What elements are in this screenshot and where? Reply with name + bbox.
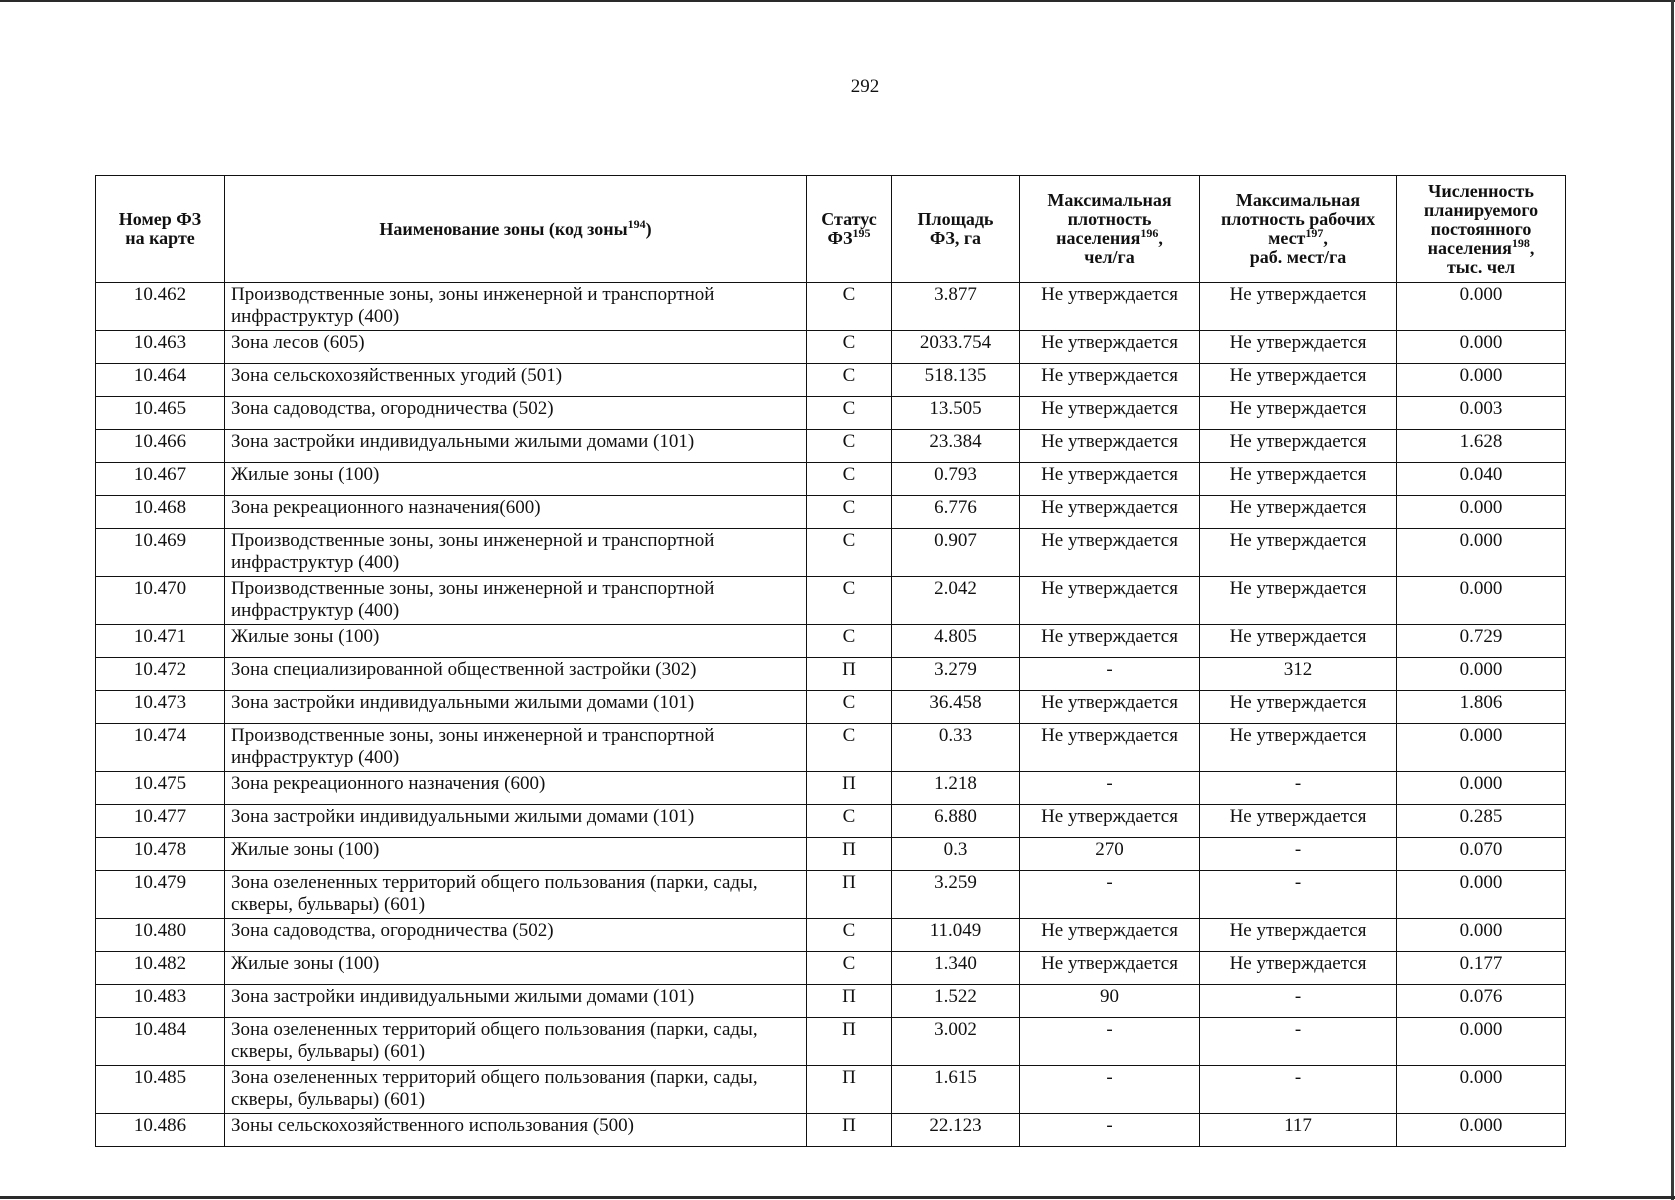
cell-zone-number: 10.478 (96, 838, 225, 871)
table-row (96, 658, 1566, 691)
cell-status: С (807, 724, 892, 772)
cell-population-density: Не утверждается (1020, 283, 1200, 331)
header-zone-name: Наименование зоны (код зоны$^{194}$) (225, 176, 807, 283)
cell-population-density: Не утверждается (1020, 805, 1200, 838)
cell-zone-number: 10.480 (96, 919, 225, 952)
cell-jobs-density: Не утверждается (1200, 805, 1397, 838)
page-number: 292 (850, 76, 880, 97)
cell-area: 0.33 (892, 724, 1020, 772)
cell-zone-number: 10.467 (96, 463, 225, 496)
cell-planned-population: 1.806 (1397, 691, 1566, 724)
cell-status: С (807, 496, 892, 529)
cell-planned-population: 0.000 (1397, 331, 1566, 364)
cell-zone-name: Жилые зоны (100) (225, 838, 807, 871)
cell-planned-population: 0.000 (1397, 1066, 1566, 1114)
cell-population-density: Не утверждается (1020, 691, 1200, 724)
cell-zone-number: 10.482 (96, 952, 225, 985)
cell-area: 0.793 (892, 463, 1020, 496)
table-row (96, 805, 1566, 838)
cell-zone-name: Жилые зоны (100) (225, 463, 807, 496)
cell-area: 13.505 (892, 397, 1020, 430)
cell-zone-name: Зона застройки индивидуальными жилыми домами (101) (225, 985, 807, 1018)
cell-population-density: - (1020, 1018, 1200, 1066)
cell-status: С (807, 691, 892, 724)
cell-population-density: Не утверждается (1020, 625, 1200, 658)
cell-planned-population: 1.628 (1397, 430, 1566, 463)
cell-area: 36.458 (892, 691, 1020, 724)
cell-population-density: Не утверждается (1020, 529, 1200, 577)
cell-status: П (807, 838, 892, 871)
cell-zone-number: 10.479 (96, 871, 225, 919)
cell-jobs-density: Не утверждается (1200, 919, 1397, 952)
cell-population-density: Не утверждается (1020, 331, 1200, 364)
table-row (96, 397, 1566, 430)
cell-jobs-density: - (1200, 1018, 1397, 1066)
table-row (96, 463, 1566, 496)
cell-jobs-density: 312 (1200, 658, 1397, 691)
cell-population-density: Не утверждается (1020, 919, 1200, 952)
cell-zone-name: Зона лесов (605) (225, 331, 807, 364)
cell-zone-number: 10.485 (96, 1066, 225, 1114)
cell-population-density: - (1020, 1114, 1200, 1147)
cell-status: П (807, 772, 892, 805)
cell-status: П (807, 1018, 892, 1066)
cell-population-density: - (1020, 658, 1200, 691)
cell-jobs-density: Не утверждается (1200, 283, 1397, 331)
table-row (96, 331, 1566, 364)
cell-zone-number: 10.473 (96, 691, 225, 724)
cell-jobs-density: Не утверждается (1200, 577, 1397, 625)
cell-area: 0.3 (892, 838, 1020, 871)
cell-zone-number: 10.474 (96, 724, 225, 772)
cell-jobs-density: Не утверждается (1200, 691, 1397, 724)
header-population-density: Максимальная плотность населения$^{196}$, чел/га (1020, 176, 1200, 283)
cell-population-density: 90 (1020, 985, 1200, 1018)
cell-zone-number: 10.469 (96, 529, 225, 577)
cell-zone-number: 10.466 (96, 430, 225, 463)
table-row (96, 952, 1566, 985)
table-row (96, 691, 1566, 724)
cell-area: 1.522 (892, 985, 1020, 1018)
cell-status: С (807, 952, 892, 985)
cell-status: С (807, 397, 892, 430)
cell-status: П (807, 658, 892, 691)
cell-zone-name: Зона рекреационного назначения (600) (225, 772, 807, 805)
table-row (96, 625, 1566, 658)
cell-zone-name: Зоны сельскохозяйственного использования (500) (225, 1114, 807, 1147)
scan-edge-top (0, 0, 1675, 2)
cell-population-density: - (1020, 1066, 1200, 1114)
cell-area: 3.877 (892, 283, 1020, 331)
cell-jobs-density: Не утверждается (1200, 364, 1397, 397)
cell-planned-population: 0.000 (1397, 724, 1566, 772)
cell-zone-number: 10.472 (96, 658, 225, 691)
cell-jobs-density: - (1200, 1066, 1397, 1114)
cell-area: 3.279 (892, 658, 1020, 691)
cell-zone-number: 10.475 (96, 772, 225, 805)
table-row (96, 1018, 1566, 1066)
cell-zone-number: 10.477 (96, 805, 225, 838)
cell-jobs-density: - (1200, 772, 1397, 805)
cell-jobs-density: Не утверждается (1200, 397, 1397, 430)
cell-area: 2033.754 (892, 331, 1020, 364)
cell-status: С (807, 331, 892, 364)
cell-zone-number: 10.471 (96, 625, 225, 658)
table-row (96, 577, 1566, 625)
cell-planned-population: 0.000 (1397, 772, 1566, 805)
cell-status: П (807, 1114, 892, 1147)
cell-population-density: - (1020, 871, 1200, 919)
cell-population-density: Не утверждается (1020, 397, 1200, 430)
cell-planned-population: 0.040 (1397, 463, 1566, 496)
cell-planned-population: 0.000 (1397, 577, 1566, 625)
cell-jobs-density: - (1200, 985, 1397, 1018)
cell-zone-name: Зона сельскохозяйственных угодий (501) (225, 364, 807, 397)
cell-jobs-density: Не утверждается (1200, 496, 1397, 529)
cell-population-density: 270 (1020, 838, 1200, 871)
table-row (96, 838, 1566, 871)
scan-edge-right (1671, 0, 1674, 1200)
header-planned-population: Численность планируемого постоянного населения$^{198}$, тыс. чел (1397, 176, 1566, 283)
cell-zone-name: Зона озелененных территорий общего пользования (парки, сады, скверы, бульвары) (601) (225, 1018, 807, 1066)
cell-area: 1.218 (892, 772, 1020, 805)
cell-planned-population: 0.076 (1397, 985, 1566, 1018)
cell-zone-name: Зона застройки индивидуальными жилыми домами (101) (225, 430, 807, 463)
cell-planned-population: 0.000 (1397, 919, 1566, 952)
cell-area: 3.002 (892, 1018, 1020, 1066)
cell-jobs-density: Не утверждается (1200, 430, 1397, 463)
cell-zone-name: Жилые зоны (100) (225, 952, 807, 985)
cell-area: 6.776 (892, 496, 1020, 529)
cell-status: С (807, 430, 892, 463)
cell-area: 22.123 (892, 1114, 1020, 1147)
cell-status: П (807, 985, 892, 1018)
cell-status: С (807, 529, 892, 577)
table-row (96, 772, 1566, 805)
cell-zone-name: Производственные зоны, зоны инженерной и транспортной инфраструктур (400) (225, 283, 807, 331)
cell-jobs-density: - (1200, 871, 1397, 919)
cell-status: С (807, 283, 892, 331)
cell-status: С (807, 625, 892, 658)
cell-status: С (807, 364, 892, 397)
table-row (96, 724, 1566, 772)
cell-zone-number: 10.483 (96, 985, 225, 1018)
cell-zone-name: Зона застройки индивидуальными жилыми домами (101) (225, 691, 807, 724)
table-row (96, 919, 1566, 952)
cell-area: 3.259 (892, 871, 1020, 919)
cell-jobs-density: - (1200, 838, 1397, 871)
cell-planned-population: 0.000 (1397, 871, 1566, 919)
cell-planned-population: 0.000 (1397, 1018, 1566, 1066)
cell-zone-name: Производственные зоны, зоны инженерной и транспортной инфраструктур (400) (225, 529, 807, 577)
cell-jobs-density: Не утверждается (1200, 529, 1397, 577)
table-body (96, 283, 1566, 1147)
table-row (96, 430, 1566, 463)
cell-population-density: Не утверждается (1020, 724, 1200, 772)
cell-planned-population: 0.729 (1397, 625, 1566, 658)
cell-area: 6.880 (892, 805, 1020, 838)
cell-area: 518.135 (892, 364, 1020, 397)
cell-status: С (807, 463, 892, 496)
cell-zone-number: 10.468 (96, 496, 225, 529)
cell-zone-name: Зона рекреационного назначения(600) (225, 496, 807, 529)
cell-population-density: Не утверждается (1020, 364, 1200, 397)
cell-area: 1.615 (892, 1066, 1020, 1114)
cell-planned-population: 0.000 (1397, 364, 1566, 397)
cell-jobs-density: 117 (1200, 1114, 1397, 1147)
cell-planned-population: 0.000 (1397, 283, 1566, 331)
table-row (96, 1066, 1566, 1114)
cell-planned-population: 0.177 (1397, 952, 1566, 985)
header-zone-number: Номер ФЗ на карте (96, 176, 225, 283)
cell-zone-name: Зона садоводства, огородничества (502) (225, 397, 807, 430)
cell-planned-population: 0.003 (1397, 397, 1566, 430)
cell-zone-number: 10.465 (96, 397, 225, 430)
cell-jobs-density: Не утверждается (1200, 724, 1397, 772)
table-row (96, 283, 1566, 331)
cell-zone-name: Жилые зоны (100) (225, 625, 807, 658)
cell-zone-name: Зона садоводства, огородничества (502) (225, 919, 807, 952)
cell-population-density: Не утверждается (1020, 430, 1200, 463)
cell-jobs-density: Не утверждается (1200, 463, 1397, 496)
scan-edge-bottom (0, 1196, 1675, 1199)
cell-status: П (807, 871, 892, 919)
cell-zone-name: Зона озелененных территорий общего пользования (парки, сады, скверы, бульвары) (601) (225, 1066, 807, 1114)
table-row (96, 1114, 1566, 1147)
cell-population-density: Не утверждается (1020, 496, 1200, 529)
cell-zone-name: Зона озелененных территорий общего пользования (парки, сады, скверы, бульвары) (601) (225, 871, 807, 919)
cell-jobs-density: Не утверждается (1200, 331, 1397, 364)
cell-status: С (807, 577, 892, 625)
cell-jobs-density: Не утверждается (1200, 625, 1397, 658)
table-row (96, 985, 1566, 1018)
cell-zone-number: 10.462 (96, 283, 225, 331)
header-status: Статус ФЗ$^{195}$ (807, 176, 892, 283)
cell-status: С (807, 919, 892, 952)
header-jobs-density: Максимальная плотность рабочих мест$^{197}$, раб. мест/га (1200, 176, 1397, 283)
cell-zone-number: 10.486 (96, 1114, 225, 1147)
cell-planned-population: 0.070 (1397, 838, 1566, 871)
cell-population-density: Не утверждается (1020, 463, 1200, 496)
cell-planned-population: 0.000 (1397, 1114, 1566, 1147)
table-row (96, 364, 1566, 397)
cell-planned-population: 0.000 (1397, 658, 1566, 691)
cell-area: 4.805 (892, 625, 1020, 658)
cell-status: П (807, 1066, 892, 1114)
cell-population-density: - (1020, 772, 1200, 805)
cell-zone-name: Зона застройки индивидуальными жилыми домами (101) (225, 805, 807, 838)
cell-zone-name: Производственные зоны, зоны инженерной и транспортной инфраструктур (400) (225, 577, 807, 625)
cell-planned-population: 0.285 (1397, 805, 1566, 838)
cell-area: 23.384 (892, 430, 1020, 463)
cell-zone-number: 10.484 (96, 1018, 225, 1066)
cell-planned-population: 0.000 (1397, 496, 1566, 529)
cell-population-density: Не утверждается (1020, 952, 1200, 985)
cell-zone-number: 10.463 (96, 331, 225, 364)
table-header-row (96, 176, 1566, 283)
cell-area: 2.042 (892, 577, 1020, 625)
cell-area: 0.907 (892, 529, 1020, 577)
cell-population-density: Не утверждается (1020, 577, 1200, 625)
zones-table (95, 175, 1566, 1147)
cell-zone-name: Производственные зоны, зоны инженерной и транспортной инфраструктур (400) (225, 724, 807, 772)
cell-zone-number: 10.470 (96, 577, 225, 625)
cell-status: С (807, 805, 892, 838)
cell-zone-name: Зона специализированной общественной застройки (302) (225, 658, 807, 691)
cell-jobs-density: Не утверждается (1200, 952, 1397, 985)
cell-zone-number: 10.464 (96, 364, 225, 397)
table-row (96, 871, 1566, 919)
cell-area: 11.049 (892, 919, 1020, 952)
table-row (96, 496, 1566, 529)
cell-area: 1.340 (892, 952, 1020, 985)
cell-planned-population: 0.000 (1397, 529, 1566, 577)
table-row (96, 529, 1566, 577)
header-area: Площадь ФЗ, га (892, 176, 1020, 283)
